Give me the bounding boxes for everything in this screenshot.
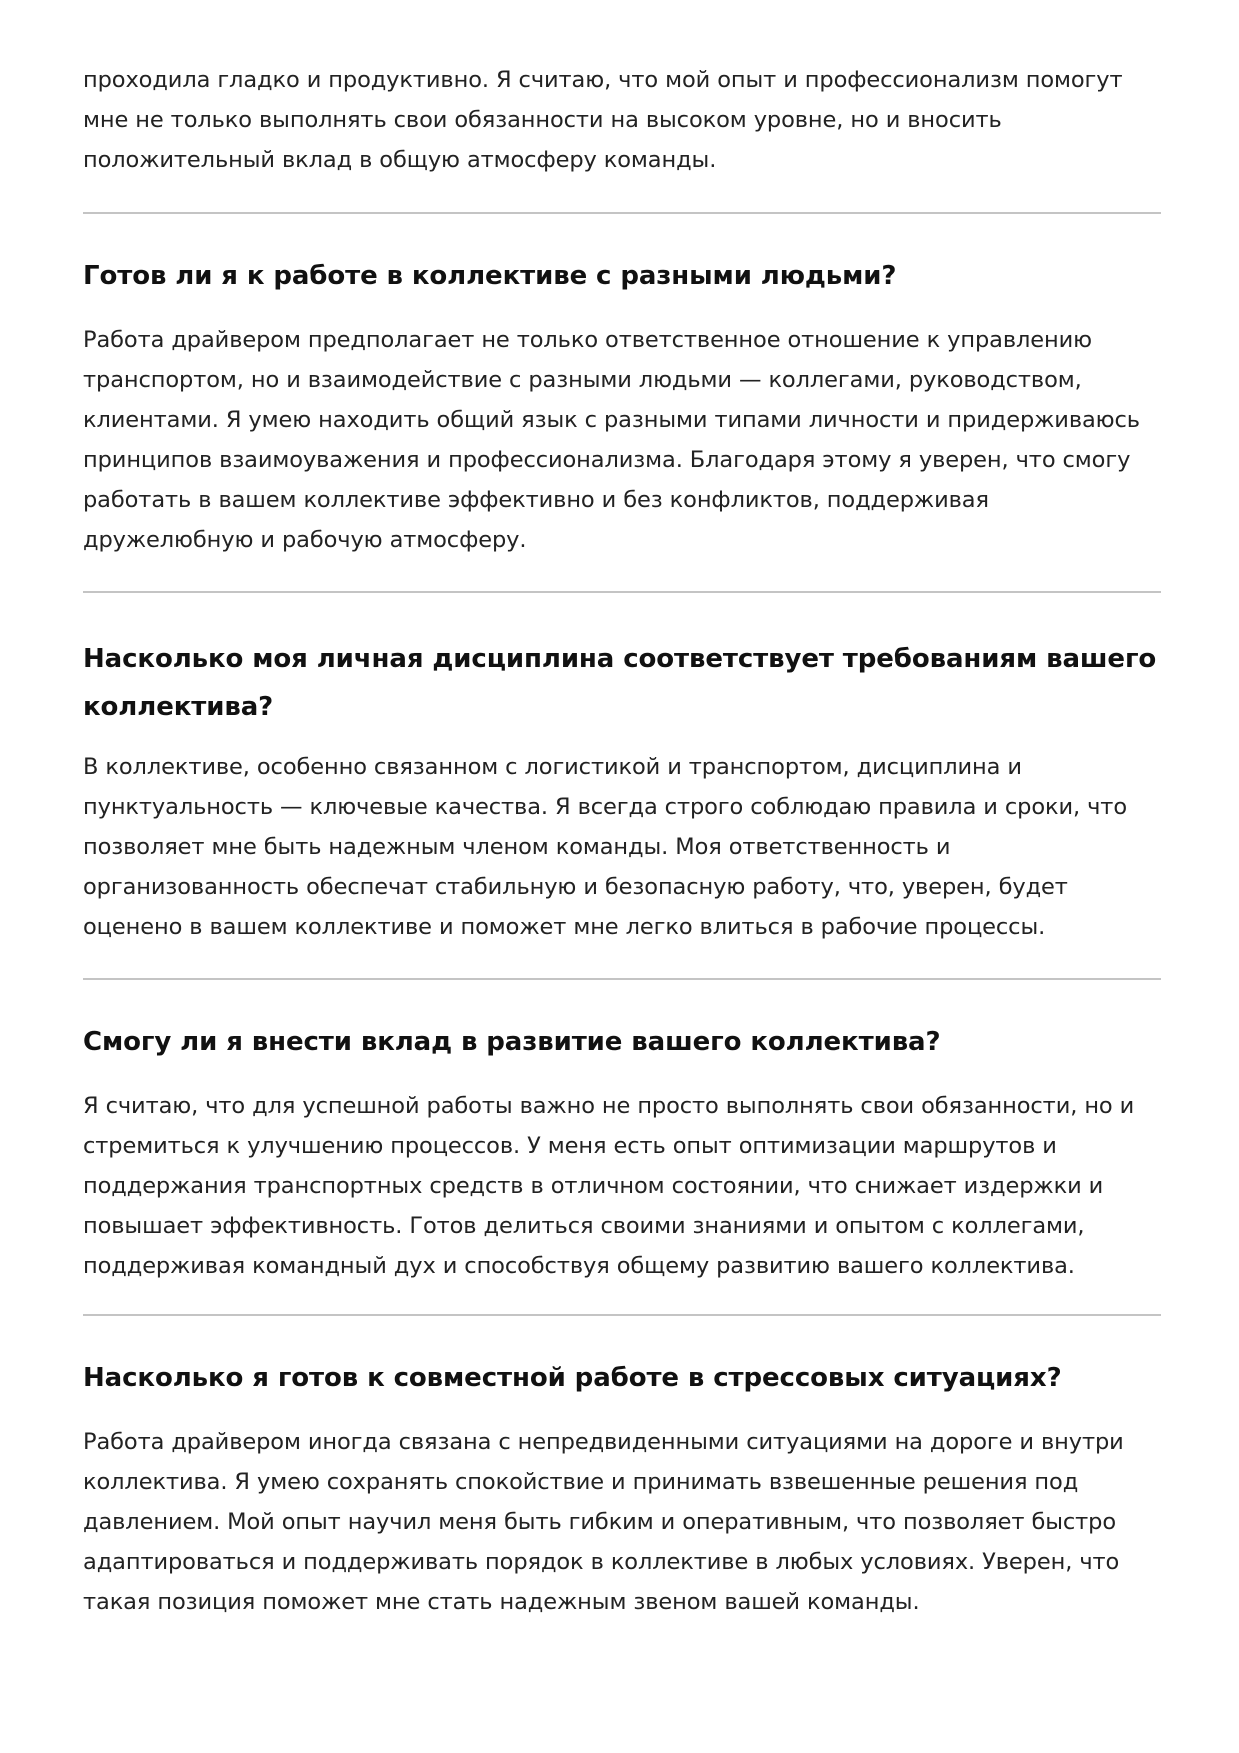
section-heading: Смогу ли я внести вклад в развитие вашего коллектива? — [83, 1027, 941, 1057]
section-paragraph: Работа драйвером предполагает не только ответственное отношение к управлению транспортом, но и взаимодействие с разными людьми — коллегами, руководством, клиентами. Я умею находить общий язык с разными типами личности и придерживаюсь принципов взаимоуважения и профессионализма. Благодаря этому я уверен, что смогу работать в вашем коллективе эффективно и без конфликтов, поддерживая дружелюбную и рабочую атмосферу. — [83, 327, 1140, 553]
section-heading: Насколько я готов к совместной работе в стрессовых ситуациях? — [83, 1363, 1062, 1393]
section-paragraph: Работа драйвером иногда связана с непредвиденными ситуациями на дороге и внутри коллектива. Я умею сохранять спокойствие и принимать взвешенные решения под давлением. Мой опыт научил меня быть гибким и оперативным, что позволяет быстро адаптироваться и поддерживать порядок в коллективе в любых условиях. Уверен, что такая позиция поможет мне стать надежным звеном вашей команды. — [83, 1429, 1124, 1615]
section-contribution — [83, 980, 1161, 1286]
section-paragraph: Я считаю, что для успешной работы важно не просто выполнять свои обязанности, но и стремиться к улучшению процессов. У меня есть опыт оптимизации маршрутов и поддержания транспортных средств в отличном состоянии, что снижает издержки и повышает эффективность. Готов делиться своими знаниями и опытом с коллегами, поддерживая командный дух и способствуя общему развитию вашего коллектива. — [83, 1093, 1135, 1279]
section-heading: Готов ли я к работе в коллективе с разными людьми? — [83, 261, 897, 291]
section-heading: Насколько моя личная дисциплина соответствует требованиям вашего коллектива? — [83, 644, 1157, 722]
section-team-diversity — [83, 214, 1161, 560]
section-paragraph: В коллективе, особенно связанном с логистикой и транспортом, дисциплина и пунктуальность — ключевые качества. Я всегда строго соблюдаю правила и сроки, что позволяет мне быть надежным членом команды. Моя ответственность и организованность обеспечат стабильную и безопасную работу, что, уверен, будет оценено в вашем коллективе и поможет мне легко влиться в рабочие процессы. — [83, 754, 1127, 940]
section-stress — [83, 1316, 1161, 1622]
section-discipline — [83, 593, 1161, 947]
document-page — [83, 0, 1161, 1622]
intro-paragraph: проходила гладко и продуктивно. Я считаю, что мой опыт и профессионализм помогут мне не только выполнять свои обязанности на высоком уровне, но и вносить положительный вклад в общую атмосферу команды. — [83, 67, 1123, 173]
